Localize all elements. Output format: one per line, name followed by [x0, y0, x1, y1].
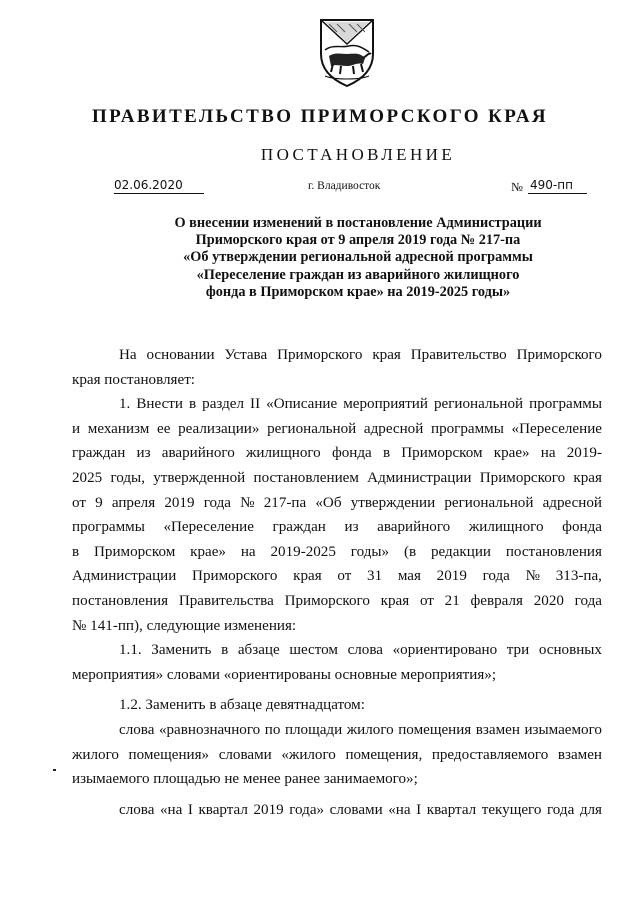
body-line: слова «равнозначного по площади жилого помещения взамен изымаемого: [119, 721, 602, 738]
body-line: и механизм ее реализации» региональной адресной программы «Переселение: [72, 420, 602, 437]
body-line: 1.2. Заменить в абзаце девятнадцатом:: [119, 697, 365, 714]
subject-line: фонда в Приморском крае» на 2019-2025 годы»: [205, 283, 511, 300]
subject-line: «Об утверждении региональной адресной программы: [183, 249, 533, 266]
coat-of-arms-icon: [319, 18, 375, 88]
subject-line: Приморского края от 9 апреля 2019 года № 217-па: [195, 232, 521, 249]
body-line: постановления Правительства Приморского края от 21 февраля 2020 года: [72, 592, 602, 609]
body-line: жилого помещения» словами «жилого помещения, предоставляемого взамен: [72, 746, 602, 763]
body-line: в Приморском крае» на 2019-2025 годы» (в редакции постановления: [72, 543, 602, 560]
number-sign: №: [511, 180, 523, 194]
document-number: 490-пп: [528, 178, 587, 194]
body-line: слова «на I квартал 2019 года» словами «на I квартал текущего года для: [119, 801, 602, 818]
body-line: программы «Переселение граждан из аварийного жилищного фонда: [72, 519, 602, 536]
body-line: края постановляет:: [72, 371, 195, 388]
body-line: 1.1. Заменить в абзаце шестом слова «ориентировано три основных: [119, 642, 602, 659]
body-line: № 141-пп), следующие изменения:: [72, 617, 297, 634]
body-line: граждан из аварийного жилищного фонда в Приморском крае» на 2019-: [72, 445, 602, 462]
document-type: ПОСТАНОВЛЕНИЕ: [260, 145, 456, 164]
body-line: 1. Внести в раздел II «Описание мероприятий региональной программы: [119, 396, 602, 413]
document-date: 02.06.2020: [114, 178, 204, 194]
body-line: 2025 годы, утвержденной постановлением Администрации Приморского края: [72, 469, 602, 486]
document-body: [72, 343, 602, 822]
body-line: изымаемого площадью не менее ранее занимаемого»;: [72, 771, 418, 788]
body-line: Администрации Приморского края от 31 мая 2019 года № 313-па,: [72, 568, 602, 585]
scan-speck: [53, 769, 56, 771]
document-city: г. Владивосток: [308, 180, 381, 192]
body-line: мероприятия» словами «ориентированы основные мероприятия»;: [72, 666, 497, 683]
body-line: от 9 апреля 2019 года № 217-па «Об утверждении региональной адресной: [72, 494, 602, 511]
body-line: На основании Устава Приморского края Правительство Приморского: [119, 347, 602, 363]
government-title: ПРАВИТЕЛЬСТВО ПРИМОРСКОГО КРАЯ: [91, 106, 549, 127]
document-subject: [100, 215, 616, 301]
subject-line: «Переселение граждан из аварийного жилищного: [196, 266, 520, 283]
subject-line: О внесении изменений в постановление Администрации: [174, 215, 542, 231]
